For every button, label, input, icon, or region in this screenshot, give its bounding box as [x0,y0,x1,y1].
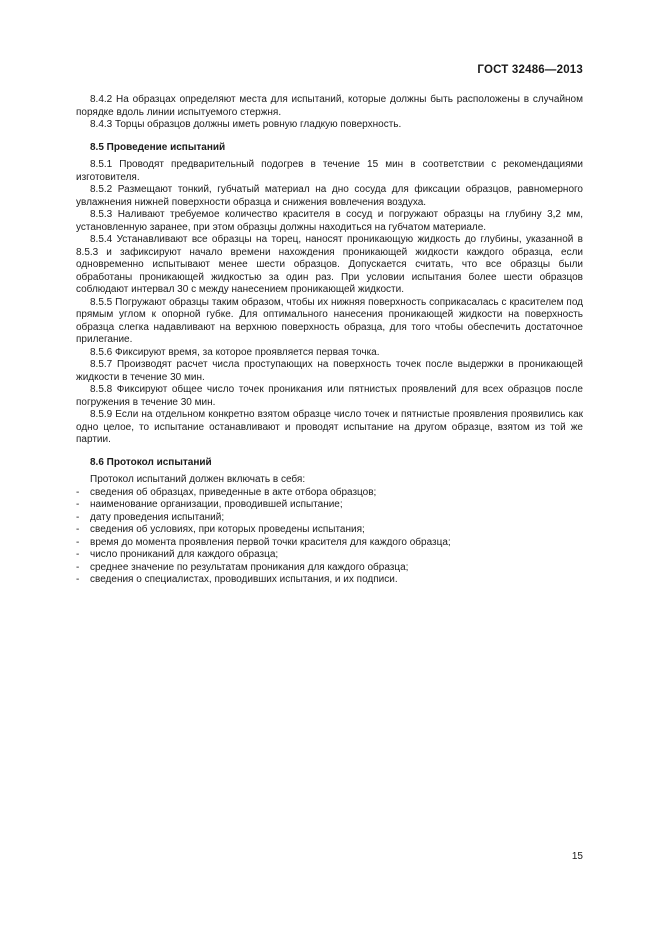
dash-marker: - [76,524,80,535]
list-item-text: сведения об условиях, при которых проведены испытания; [90,524,365,535]
list-item-text: наименование организации, проводившей испытание; [90,499,343,510]
list-item [76,499,583,512]
paragraph-8-5-5: 8.5.5 Погружают образцы таким образом, чтобы их нижняя поверхность соприкасалась с красителем под прямым углом к опорной губке. Для оптимального нанесения проникающей жидкости на поверхность образца слегка надавливают на верхнюю поверхность образца, для того чтобы обеспечить достаточное прилегание. [76,296,583,345]
paragraph-8-5-4: 8.5.4 Устанавливают все образцы на торец, наносят проникающую жидкость до глубины, указанной в 8.5.3 и зафиксируют начало времени нахождения проникающей жидкости каждого образца, если одновременно испытывают менее шести образцов. Допускается считать, что все образцы были обработаны проникающей жидкостью за один раз. При условии испытания более шести образцов соблюдают интервал 30 с между нанесением проникающей жидкости. [76,234,583,295]
list-item-text: сведения о специалистах, проводивших испытания, и их подписи. [90,574,398,585]
paragraph-8-5-1: 8.5.1 Проводят предварительный подогрев в течение 15 мин в соответствии с рекомендациями изготовителя. [76,159,583,183]
list-item-text: среднее значение по результатам проникания для каждого образца; [90,561,409,573]
paragraph-8-5-8: 8.5.8 Фиксируют общее число точек проникания или пятнистых проявлений для всех образцов после погружения в течение 30 мин. [76,384,583,408]
paragraph-8-4-2: 8.4.2 На образцах определяют места для испытаний, которые должны быть расположены в случайном порядке вдоль линии испытуемого стержня. [76,94,583,118]
list-item [76,574,583,587]
list-item [76,487,583,500]
list-item [76,549,583,562]
list-item [76,537,583,550]
dash-marker: - [76,536,80,548]
dash-marker: - [76,511,80,523]
paragraph-8-5-3: 8.5.3 Наливают требуемое количество красителя в сосуд и погружают образцы на глубину 3,2 мм, установленную заранее, при этом образцы должны находиться на губчатом материале. [76,209,583,233]
paragraph-8-5-6: 8.5.6 Фиксируют время, за которое проявляется первая точка. [90,346,380,358]
dash-marker: - [76,561,80,573]
paragraph-8-5-9: 8.5.9 Если на отдельном конкретно взятом образце число точек и пятнистые проявления проявились как одно целое, то испытание останавливают и проводят испытание на другом образце, взятом из той же партии. [76,409,583,445]
page-number: 15 [571,851,583,862]
dash-marker: - [76,499,80,510]
protocol-items-list [76,487,583,587]
protocol-lead: Протокол испытаний должен включать в себя: [90,474,306,485]
list-item [76,562,583,575]
list-item [76,512,583,525]
paragraph-8-4-3: 8.4.3 Торцы образцов должны иметь ровную гладкую поверхность. [90,119,402,130]
standard-code: ГОСТ 32486—2013 [477,64,583,76]
dash-marker: - [76,486,80,498]
section-title-8-5: 8.5 Проведение испытаний [90,141,226,153]
paragraph-8-5-2: 8.5.2 Размещают тонкий, губчатый материал на дно сосуда для фиксации образцов, равномерного увлажнения нижней поверхности образца и снижения вовлечения воздуха. [76,184,583,208]
list-item-text: время до момента проявления первой точки красителя для каждого образца; [90,536,451,548]
list-item-text: сведения об образцах, приведенные в акте отбора образцов; [90,486,377,498]
document-body [76,94,583,587]
dash-marker: - [76,549,80,560]
section-title-8-6: 8.6 Протокол испытаний [90,456,212,468]
paragraph-8-5-7: 8.5.7 Производят расчет числа проступающих на поверхность точек после выдержки в проникающей жидкости в течение 30 мин. [76,359,583,383]
list-item-text: число прониканий для каждого образца; [90,549,279,560]
list-item-text: дату проведения испытаний; [90,511,225,523]
dash-marker: - [76,574,80,585]
list-item [76,524,583,537]
